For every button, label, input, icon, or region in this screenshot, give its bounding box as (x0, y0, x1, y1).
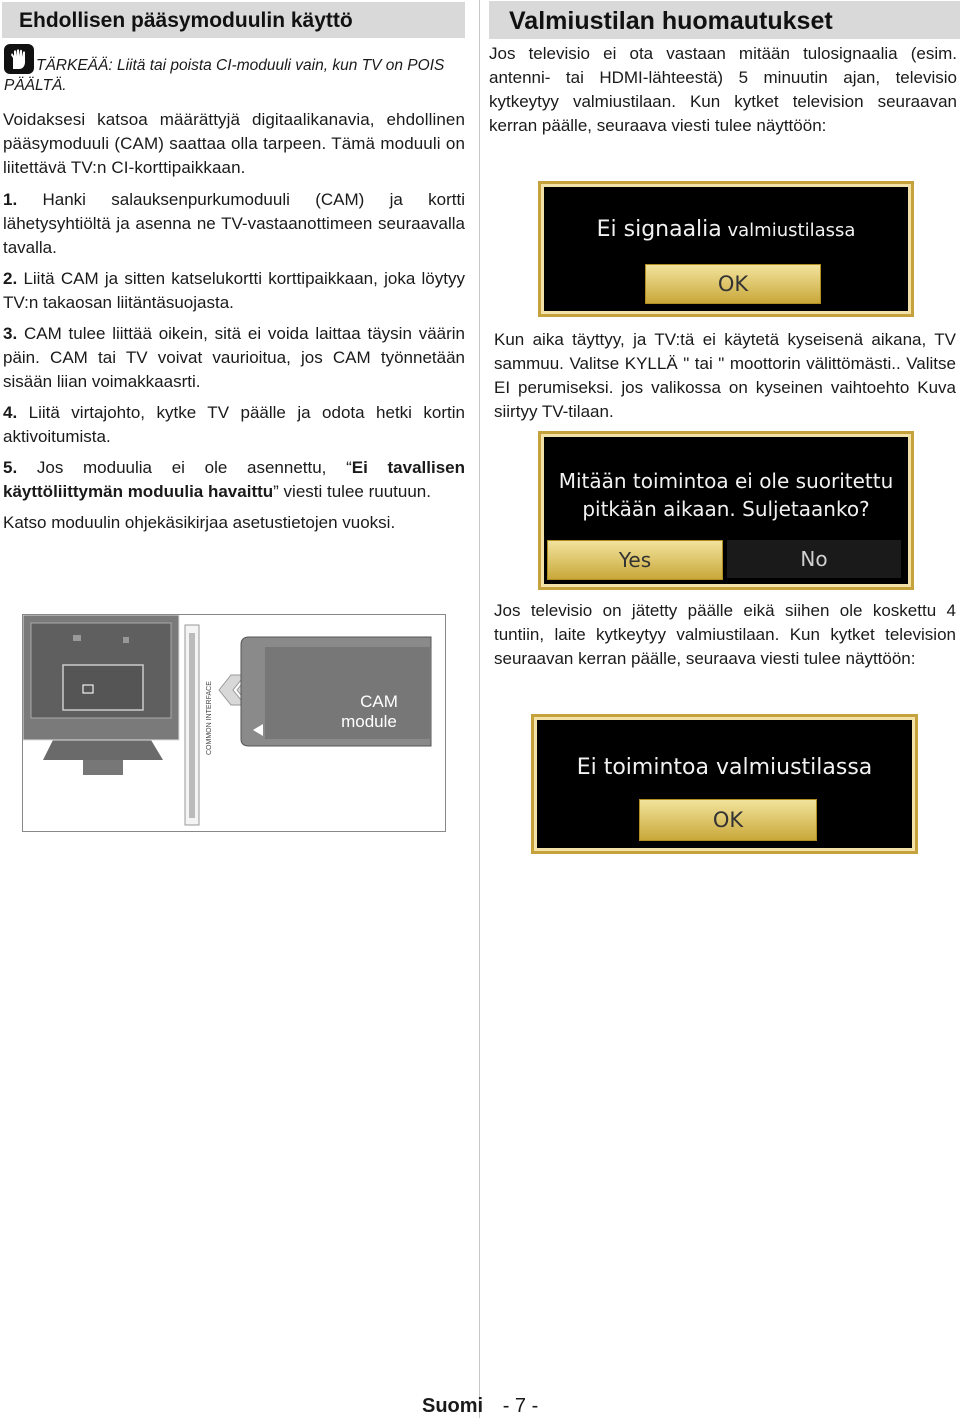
step-text: Liitä virtajohto, kytke TV päälle ja odota hetki kortin aktivoitumista. (3, 403, 465, 446)
column-divider (479, 0, 480, 1418)
ok-button[interactable]: OK (645, 264, 821, 304)
no-signal-title (541, 217, 911, 242)
cam-label-1: CAM (360, 692, 398, 711)
tv-message-no-operation (538, 431, 914, 590)
intro-text: Voidaksesi katsoa määrättyjä digitaalikanavia, ehdollinen pääsymoduuli (CAM) saattaa olla tarpeen. Tämä moduuli on liitettävä TV:n CI-korttipaikkaan. (3, 110, 465, 177)
step-highlight: Ei tavallisen käyttöliittymän moduulia havaittu (3, 458, 465, 501)
section-heading-cam: Ehdollisen pääsymoduulin käyttö (2, 2, 465, 38)
step-4 (3, 401, 465, 449)
cam-label-2: module (341, 712, 397, 731)
cam-diagram (22, 614, 446, 832)
notice-text: TÄRKEÄÄ: Liitä tai poista CI-moduuli vain, kun TV on POIS PÄÄLTÄ. (4, 57, 445, 94)
standby-para-1: Jos televisio ei ota vastaan mitään tulosignaalia (esim. antenni- tai HDMI-lähteestä) 5 minuutin ajan, televisio kytkeytyy valmiustilaan. Kun kytket television seuraavan kerran päälle, seuraava viesti tulee näyttöön: (489, 44, 957, 135)
section-heading-standby: Valmiustilan huomautukset (489, 1, 960, 39)
page-number: - 7 - (502, 1395, 539, 1417)
step-1 (3, 188, 465, 260)
step-text: CAM tulee liittää oikein, sitä ei voida laittaa täysin väärin päin. CAM tai TV voivat vaurioitua, jos CAM työnnetään sisään liian voimakkaasrti. (3, 324, 465, 391)
step-text: Liitä CAM ja sitten katselukortti korttipaikkaan, joka löytyy TV:n takaosan liitäntäsuojasta. (3, 269, 465, 312)
step-text: Hanki salauksenpurkumoduuli (CAM) ja kortti lähetysyhtiöltä ja asenna ne TV-vastaanottimeen seuraavalla tavalla. (3, 190, 465, 257)
step-number: 5. (3, 458, 18, 477)
no-signal-title-small: valmiustilassa (721, 220, 856, 241)
hand-stop-icon (4, 44, 34, 74)
no-activity-title: Ei toimintoa valmiustilassa (576, 755, 873, 780)
step-text: Jos moduulia ei ole asennettu, “ (17, 458, 352, 477)
no-signal-title-main: Ei signaalia (596, 217, 722, 242)
yes-button[interactable]: Yes (547, 540, 723, 580)
standby-para-3: Jos televisio on jätetty päälle eikä siihen ole koskettu 4 tuntiin, laite kytkeytyy valmiustilaan. Kun kytket television seuraavan kerran päälle, seuraava viesti tulee näyttöön: (494, 601, 956, 668)
step-2 (3, 267, 465, 315)
standby-para-2: Kun aika täyttyy, ja TV:tä ei käytetä kyseisenä aikana, TV sammuu. Valitse KYLLÄ " tai " moottorin välittömästi.. Valitse EI perumiseksi. jos valikossa on kyseinen vaihtoehto Kuva siirtyy TV-tilaan. (494, 330, 956, 421)
outro-text: Katso moduulin ohjekäsikirjaa asetustietojen vuoksi. (3, 513, 396, 532)
step-text-end: ” viesti tulee ruutuun. (273, 482, 431, 501)
right-column (489, 0, 960, 138)
no-operation-line-2: pitkään aikaan. Suljetaanko? (582, 497, 870, 521)
step-number: 2. (3, 269, 18, 288)
page-footer (422, 1395, 538, 1418)
important-notice (4, 44, 466, 96)
left-column (0, 0, 470, 535)
slot-label: COMMON INTERFACE (206, 681, 213, 755)
no-operation-title (541, 467, 911, 523)
footer-language: Suomi (422, 1395, 484, 1417)
step-number: 1. (3, 190, 18, 209)
tv-message-no-signal (538, 181, 914, 317)
no-operation-line-1: Mitään toimintoa ei ole suoritettu (558, 469, 894, 493)
cam-diagram-drawing (23, 615, 445, 831)
tv-message-no-activity (531, 714, 918, 854)
ok-button-2[interactable]: OK (639, 799, 817, 841)
step-number: 4. (3, 403, 18, 422)
step-number: 3. (3, 324, 18, 343)
no-button[interactable]: No (727, 540, 901, 578)
step-5 (3, 456, 465, 504)
step-3 (3, 322, 465, 394)
